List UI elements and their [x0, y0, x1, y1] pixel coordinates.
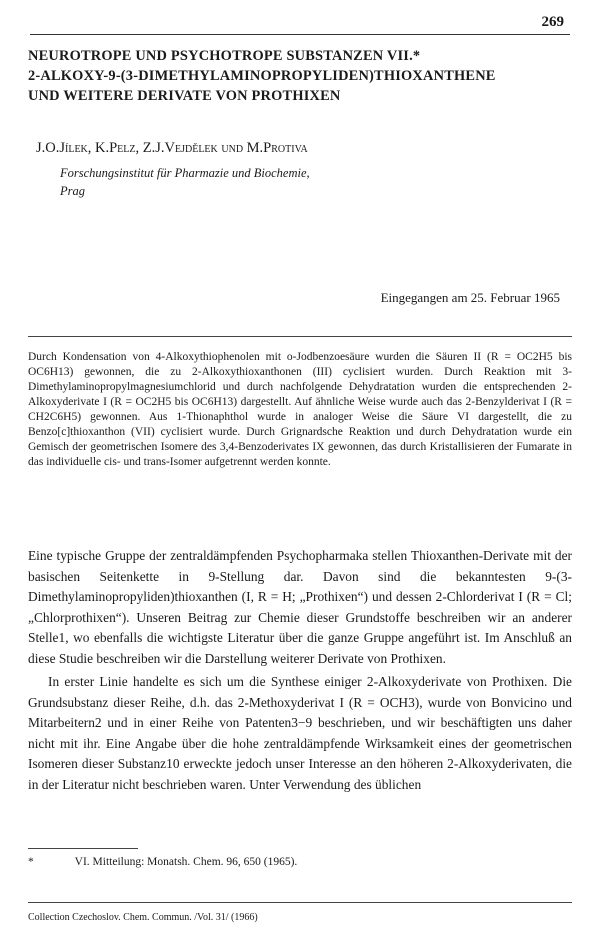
header-rule [30, 34, 570, 35]
title-line-3: UND WEITERE DERIVATE VON PROTHIXEN [28, 88, 341, 104]
title-line-2: 2-ALKOXY-9-(3-DIMETHYLAMINOPROPYLIDEN)THIOXANTHENE [28, 68, 496, 84]
abstract-rule [28, 336, 572, 337]
footnote-mark: * [28, 856, 34, 868]
authors: J.O.Jílek, K.Pelz, Z.J.Vejdělek und M.Protiva [36, 140, 308, 156]
title-line-1: NEUROTROPE UND PSYCHOTROPE SUBSTANZEN VII.* [28, 48, 421, 64]
footer-rule [28, 902, 572, 903]
article-title [28, 46, 573, 106]
body-paragraph-2: In erster Linie handelte es sich um die Synthese einiger 2-Alkoxyderivate von Prothixen. Die Grundsubstanz dieser Reihe, d.h. das 2-Methoxyderivat I (R = OCH3), wurde von Bonvicino und Mitarbeitern2 und in einer Reihe von Patenten3−9 beschrieben, und wir beschäftigten uns daher nicht mit ihr. Eine Angabe über die hohe zentraldämpfende Wirksamkeit eines der geometrischen Isomeren dieser Substanz10 erweckte jedoch unser Interesse an den höheren 2-Alkoxyderivaten, die in der Literatur nicht beschrieben waren. Unter Verwendung des üblichen [28, 674, 572, 792]
abstract: Durch Kondensation von 4-Alkoxythiophenolen mit o-Jodbenzoesäure wurden die Säuren II (R = OC2H5 bis OC6H13) gewonnen, die zu 2-Alkoxythioxanthonen (III) cyclisiert wurden. Durch Reaktion mit 3-Dimethylaminopropylmagnesiumchlorid und durch nachfolgende Dehydratation wurden die entsprechenden 2-Alkoxyderivate I (R = OC2H5 bis OC6H13) dargestellt. Auf ähnliche Weise wurde auch das 2-Benzylderivat I (R = CH2C6H5) gewonnen. Aus 1-Thionaphthol wurde in analoger Weise die Säure VI dargestellt, die zu Benzo[c]thioxanthon (VII) cyclisiert wurde. Durch Grignardsche Reaktion und durch Dehydratation wurde ein Gemisch der geometrischen Isomere des 3,4-Benzoderivates IX gewonnen, das durch Kristallisieren der Fumarate in das individuelle cis- und trans-Isomer aufgetrennt werden konnte. [28, 351, 572, 468]
footnote-rule [28, 848, 138, 849]
footnote [28, 856, 297, 868]
page-number: 269 [541, 14, 564, 30]
journal-citation: Collection Czechoslov. Chem. Commun. /Vol. 31/ (1966) [28, 912, 258, 923]
affiliation-city: Prag [60, 184, 85, 198]
body-paragraph-1: Eine typische Gruppe der zentraldämpfenden Psychopharmaka stellen Thioxanthen-Derivate mit der basischen Seitenkette in 9-Stellung dar. Davon sind die bekanntesten 9-(3-Dimethylaminopropyliden)thioxanthen (I, R = H; „Prothixen“) und dessen 2-Chlorderivat I (R = Cl; „Chlorprothixen“). Unseren Beitrag zur Chemie dieser Grundstoffe beschreiben wir an anderer Stelle1, wo ebenfalls die wichtigste Literatur über die ganze Gruppe angeführt ist. Im Anschluß an diese Studie beschreiben wir die Darstellung weiterer Derivate von Prothixen. [28, 548, 572, 666]
affiliation-institute: Forschungsinstitut für Pharmazie und Biochemie, [60, 166, 310, 180]
footnote-text: VI. Mitteilung: Monatsh. Chem. 96, 650 (1965). [74, 856, 298, 868]
affiliation [60, 164, 310, 200]
received-date: Eingegangen am 25. Februar 1965 [380, 290, 560, 305]
